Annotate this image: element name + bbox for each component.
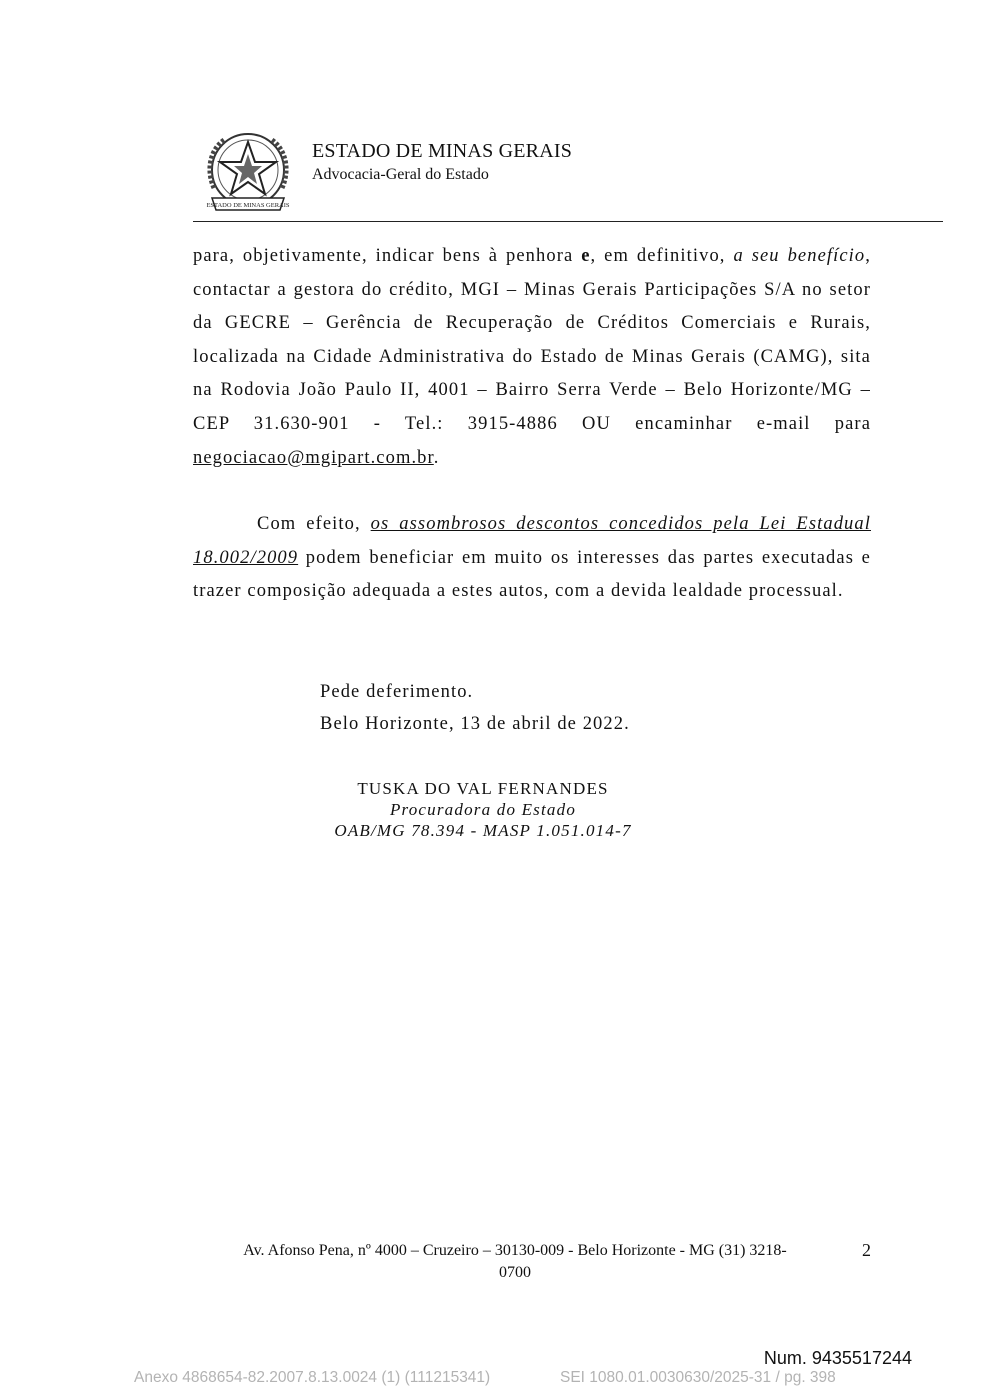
header-divider <box>193 221 943 222</box>
address-line: Av. Afonso Pena, nº 4000 – Cruzeiro – 30130-009 - Belo Horizonte - MG (31) 3218- <box>243 1242 787 1259</box>
place-date-line: Belo Horizonte, 13 de abril de 2022. <box>320 714 630 734</box>
signer-name: TUSKA DO VAL FERNANDES <box>357 779 609 798</box>
law-reference: os assombrosos descontos concedidos pela Lei Estadual 18.002/2009 <box>193 514 871 568</box>
italic-phrase: a seu benefício <box>733 246 866 266</box>
document-number-stamp: Num. 9435517244 <box>763 1348 912 1368</box>
signature-block <box>300 778 666 841</box>
address-line: 0700 <box>499 1264 531 1281</box>
footer-address <box>200 1240 830 1284</box>
text-segment: Com efeito, <box>257 514 371 534</box>
state-name: ESTADO DE MINAS GERAIS <box>312 140 573 162</box>
bold-conjunction: e <box>581 246 591 266</box>
annex-stamp: Anexo 4868654-82.2007.8.13.0024 (1) (111215341) <box>134 1369 491 1386</box>
text-segment: , contactar a gestora do crédito, MGI – Minas Gerais Participações S/A no setor da GECRE – Gerência de Recuperação de Créditos Comerciais e Rurais, localizada na Cidade Administrativa do Estado de Minas Gerais (CAMG), sita na Rodovia João Paulo II, 4001 – Bairro Serra Verde – Belo Horizonte/MG – CEP 31.630-901 - Tel.: 3915-4886 OU encaminhar e-mail para <box>193 246 872 434</box>
signer-role: Procuradora do Estado <box>389 800 577 819</box>
paragraph-contact-instructions <box>193 240 871 475</box>
paragraph-discounts <box>193 508 871 609</box>
text-segment: , em definitivo, <box>590 246 734 266</box>
text-segment: . <box>433 447 440 468</box>
closing-block <box>320 676 630 740</box>
text-segment: para, objetivamente, indicar bens à penhora <box>193 246 582 266</box>
signer-registration: OAB/MG 78.394 - MASP 1.051.014-7 <box>334 821 632 840</box>
page-number: 2 <box>862 1240 871 1260</box>
svg-text:ESTADO DE MINAS GERAIS: ESTADO DE MINAS GERAIS <box>206 202 290 209</box>
state-seal-emblem <box>200 126 296 222</box>
email-link[interactable]: negociacao@mgipart.com.br <box>193 447 434 468</box>
text-segment: podem beneficiar em muito os interesses das partes executadas e trazer composição adequada a estes autos, com a devida lealdade processual. <box>193 547 871 602</box>
sei-stamp: SEI 1080.01.0030630/2025-31 / pg. 398 <box>560 1369 836 1386</box>
request-line: Pede deferimento. <box>320 682 474 702</box>
agency-name: Advocacia-Geral do Estado <box>312 166 489 183</box>
letterhead <box>200 126 960 222</box>
